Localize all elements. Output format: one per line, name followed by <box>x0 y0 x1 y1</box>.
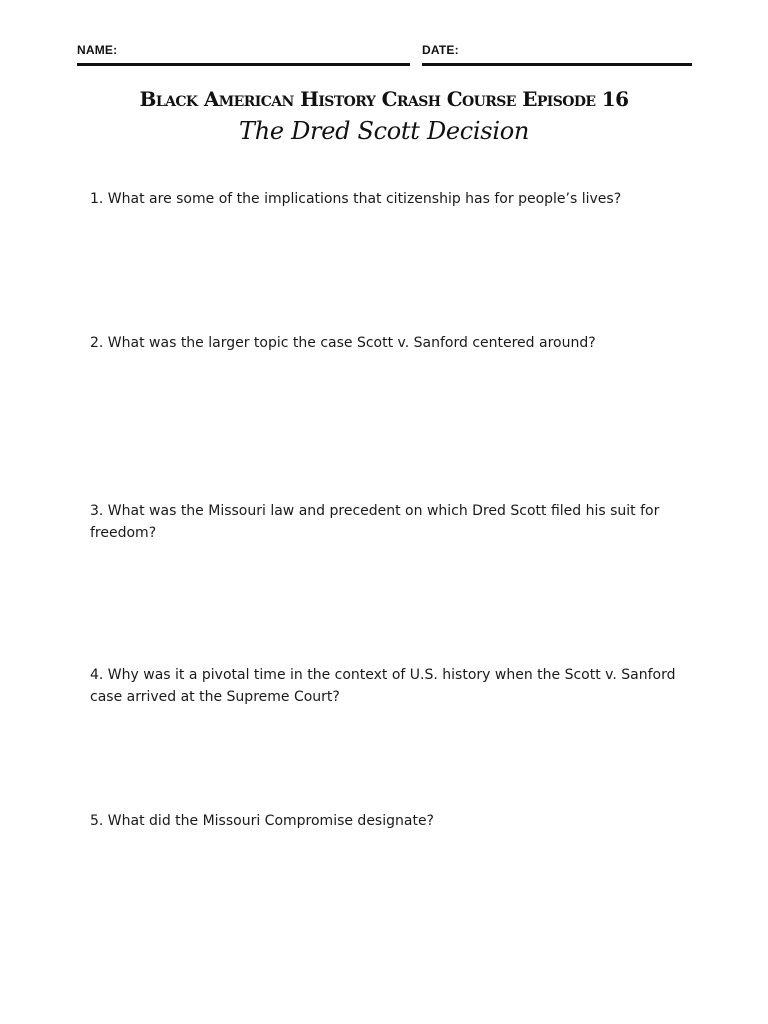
question-3: 3. What was the Missouri law and precedent on which Dred Scott filed his suit for freedom? <box>90 503 660 541</box>
question-2: 2. What was the larger topic the case Scott v. Sanford centered around? <box>90 335 596 351</box>
student-info-row <box>77 40 692 66</box>
question-1: 1. What are some of the implications that citizenship has for people’s lives? <box>90 191 622 207</box>
date-field[interactable] <box>422 40 692 66</box>
name-field[interactable] <box>77 40 410 66</box>
question-5: 5. What did the Missouri Compromise designate? <box>90 813 434 829</box>
question-4: 4. Why was it a pivotal time in the context of U.S. history when the Scott v. Sanford case arrived at the Supreme Court? <box>90 667 676 705</box>
worksheet-subtitle: The Dred Scott Decision <box>238 117 530 145</box>
name-label: NAME: <box>77 43 118 57</box>
date-label: DATE: <box>422 43 459 57</box>
worksheet-title: Black American History Crash Course Episode 16 <box>139 87 629 111</box>
